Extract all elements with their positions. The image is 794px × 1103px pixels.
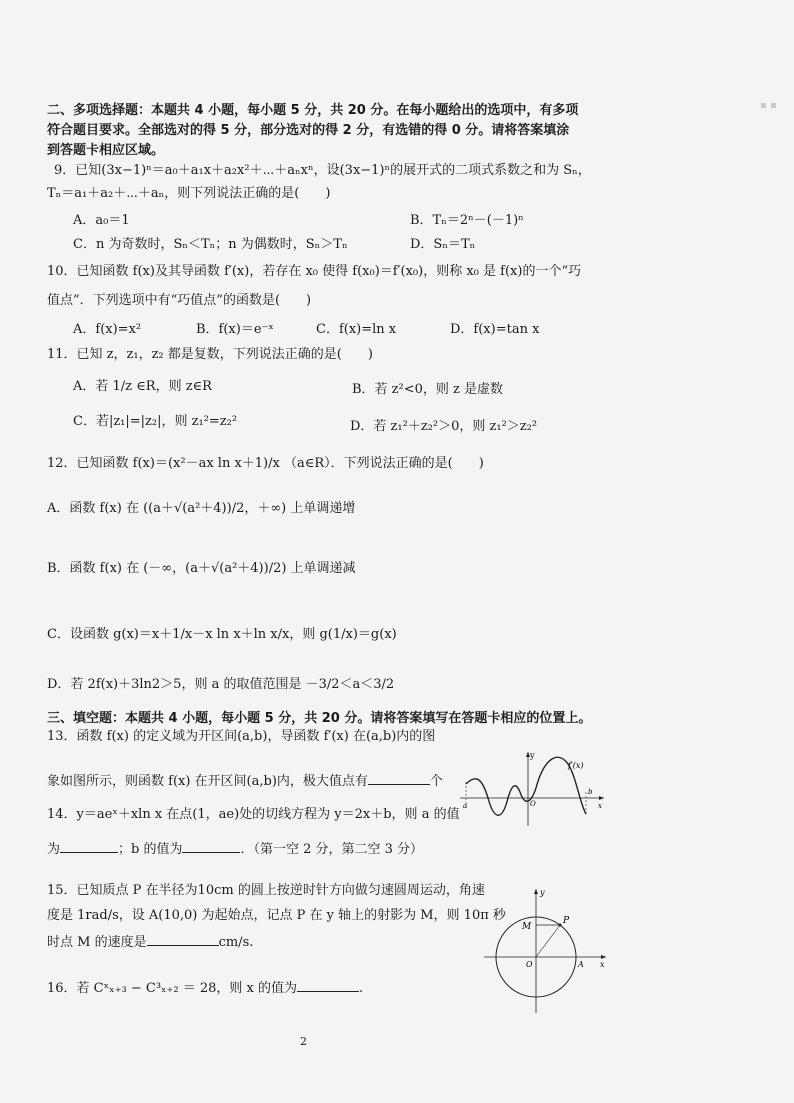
q9-option-b: B．Tₙ＝2ⁿ－(－1)ⁿ: [410, 213, 524, 228]
q15-fig-a-label: A: [578, 960, 584, 969]
q15-circle-figure: [480, 885, 610, 1015]
q16-stem-text: 16．若 Cˣₓ₊₃ − C³ₓ₊₂ ＝ 28，则 x 的值为: [47, 981, 298, 996]
q10-stem-line2: 值点”．下列选项中有“巧值点”的函数是( ): [47, 293, 312, 308]
q13-stem-line1: 13．函数 f(x) 的定义域为开区间(a,b)，导函数 f′(x) 在(a,b)内的图: [47, 729, 436, 744]
q13-fig-x-label: x: [598, 802, 602, 810]
q15-y-arrow: [534, 889, 538, 894]
q14-answer-blank-b[interactable]: [182, 838, 240, 853]
q13-fig-a-label: a: [463, 802, 468, 810]
q11-option-c: C．若|z₁|=|z₂|，则 z₁²=z₂²: [73, 414, 238, 429]
q13-fig-y-label: y: [530, 751, 535, 760]
q14-stem-text-a: 为: [47, 842, 61, 857]
q15-fig-p-label: P: [563, 916, 570, 926]
section2-heading-line1: 二、多项选择题：本题共 4 小题，每小题 5 分，共 20 分。在每小题给出的选项中，有多项: [47, 103, 579, 118]
q14-stem-text-b: ；b 的值为: [118, 842, 183, 857]
q10-option-b: B．f(x)＝e⁻ˣ: [196, 322, 274, 337]
q13-stem-text: 象如图所示，则函数 f(x) 在开区间(a,b)内，极大值点有: [47, 774, 368, 789]
q12-stem: 12．已知函数 f(x)＝(x²－ax ln x＋1)/x （a∈R）．下列说法正确的是( ): [47, 456, 484, 471]
q13-stem-line2: [47, 770, 443, 791]
q15-stem-unit: cm/s.: [218, 935, 254, 950]
q9-option-d: D．Sₙ＝Tₙ: [410, 237, 476, 252]
q13-fig-b-label: b: [588, 788, 593, 796]
q16-stem-end: .: [359, 981, 364, 996]
q14-answer-blank-a[interactable]: [60, 838, 118, 853]
page-number: 2: [300, 1035, 307, 1048]
q15-fig-o-label: O: [526, 960, 533, 969]
section2-heading-line3: 到答题卡相应区域。: [47, 143, 165, 158]
q11-option-a: A．若 1/z ∈R，则 z∈R: [73, 379, 212, 394]
q11-option-b: B．若 z²<0，则 z 是虚数: [352, 382, 504, 397]
q12-option-c: C．设函数 g(x)＝x＋1/x－x ln x＋ln x/x，则 g(1/x)＝g(x): [47, 627, 397, 642]
q15-stem-line1: 15．已知质点 P 在半径为10cm 的圆上按逆时针方向做匀速圆周运动，角速: [47, 883, 485, 898]
q14-stem-line1: 14．y＝aeˣ＋xln x 在点(1，ae)处的切线方程为 y＝2x＋b，则 a 的值: [47, 807, 460, 822]
q13-stem-unit: 个: [429, 774, 443, 789]
bleed-through-mark: ▪ ▪: [760, 100, 777, 111]
q16-answer-blank[interactable]: [297, 977, 359, 992]
q15-radius-line: [536, 925, 560, 957]
q11-option-d: D．若 z₁²＋z₂²＞0，则 z₁²＞z₂²: [350, 419, 538, 434]
q9-option-c: C．n 为奇数时，Sₙ＜Tₙ；n 为偶数时，Sₙ＞Tₙ: [73, 237, 348, 252]
q15-stem-line3: [47, 931, 253, 952]
q15-fig-x-label: x: [600, 960, 605, 969]
q12-option-b: B．函数 f(x) 在 (－∞，(a＋√(a²＋4))/2) 上单调递减: [47, 561, 356, 576]
q13-derivative-graph: [458, 748, 608, 828]
section2-heading-line2: 符合题目要求。全部选对的得 5 分，部分选对的得 2 分，有选错的得 0 分。请将答案填涂: [47, 123, 570, 138]
q10-option-d: D．f(x)=tan x: [450, 322, 540, 337]
q15-fig-y-label: y: [540, 888, 545, 897]
section3-heading: 三、填空题：本题共 4 小题，每小题 5 分，共 20 分。请将答案填写在答题卡相应的位置上。: [47, 711, 592, 726]
q10-option-a: A．f(x)=x²: [73, 322, 142, 337]
q15-x-arrow: [601, 955, 606, 959]
q13-fig-o-label: O: [530, 800, 536, 808]
q11-stem: 11．已知 z，z₁，z₂ 都是复数，下列说法正确的是( ): [47, 347, 373, 362]
q13-x-arrow: [599, 796, 604, 800]
q15-stem-text: 时点 M 的速度是: [47, 935, 147, 950]
q15-stem-line2: 度是 1rad/s，设 A(10,0) 为起始点，记点 P 在 y 轴上的射影为 M，则 10π 秒: [47, 908, 506, 923]
q10-stem-line1: 10．已知函数 f(x)及其导函数 f′(x)，若存在 x₀ 使得 f(x₀)＝f′(x₀)，则称 x₀ 是 f(x)的一个“巧: [47, 264, 582, 279]
q15-point-p: [559, 924, 562, 927]
q15-answer-blank[interactable]: [147, 931, 219, 946]
q15-fig-m-label: M: [522, 922, 532, 932]
q13-answer-blank[interactable]: [368, 770, 430, 785]
q13-fig-curve-label: f′(x): [568, 761, 584, 770]
q12-option-d: D．若 2f(x)＋3ln2＞5，则 a 的取值范围是 －3/2＜a＜3/2: [47, 677, 395, 692]
q12-option-a: A．函数 f(x) 在 ((a＋√(a²＋4))/2，＋∞) 上单调递增: [47, 501, 356, 516]
q14-stem-text-c: ．（第一空 2 分，第二空 3 分）: [240, 842, 424, 857]
q9-stem-line2: Tₙ＝a₁＋a₂＋⋯＋aₙ，则下列说法正确的是( ): [47, 186, 331, 201]
q9-stem-line1: 9．已知(3x−1)ⁿ＝a₀＋a₁x＋a₂x²＋⋯＋aₙxⁿ，设(3x−1)ⁿ的展开式的二项式系数之和为 Sₙ，: [54, 163, 591, 178]
q10-option-c: C．f(x)=ln x: [316, 322, 397, 337]
q9-option-a: A．a₀＝1: [73, 213, 130, 228]
q16-stem: [47, 977, 363, 998]
q14-stem-line2: [47, 838, 423, 859]
